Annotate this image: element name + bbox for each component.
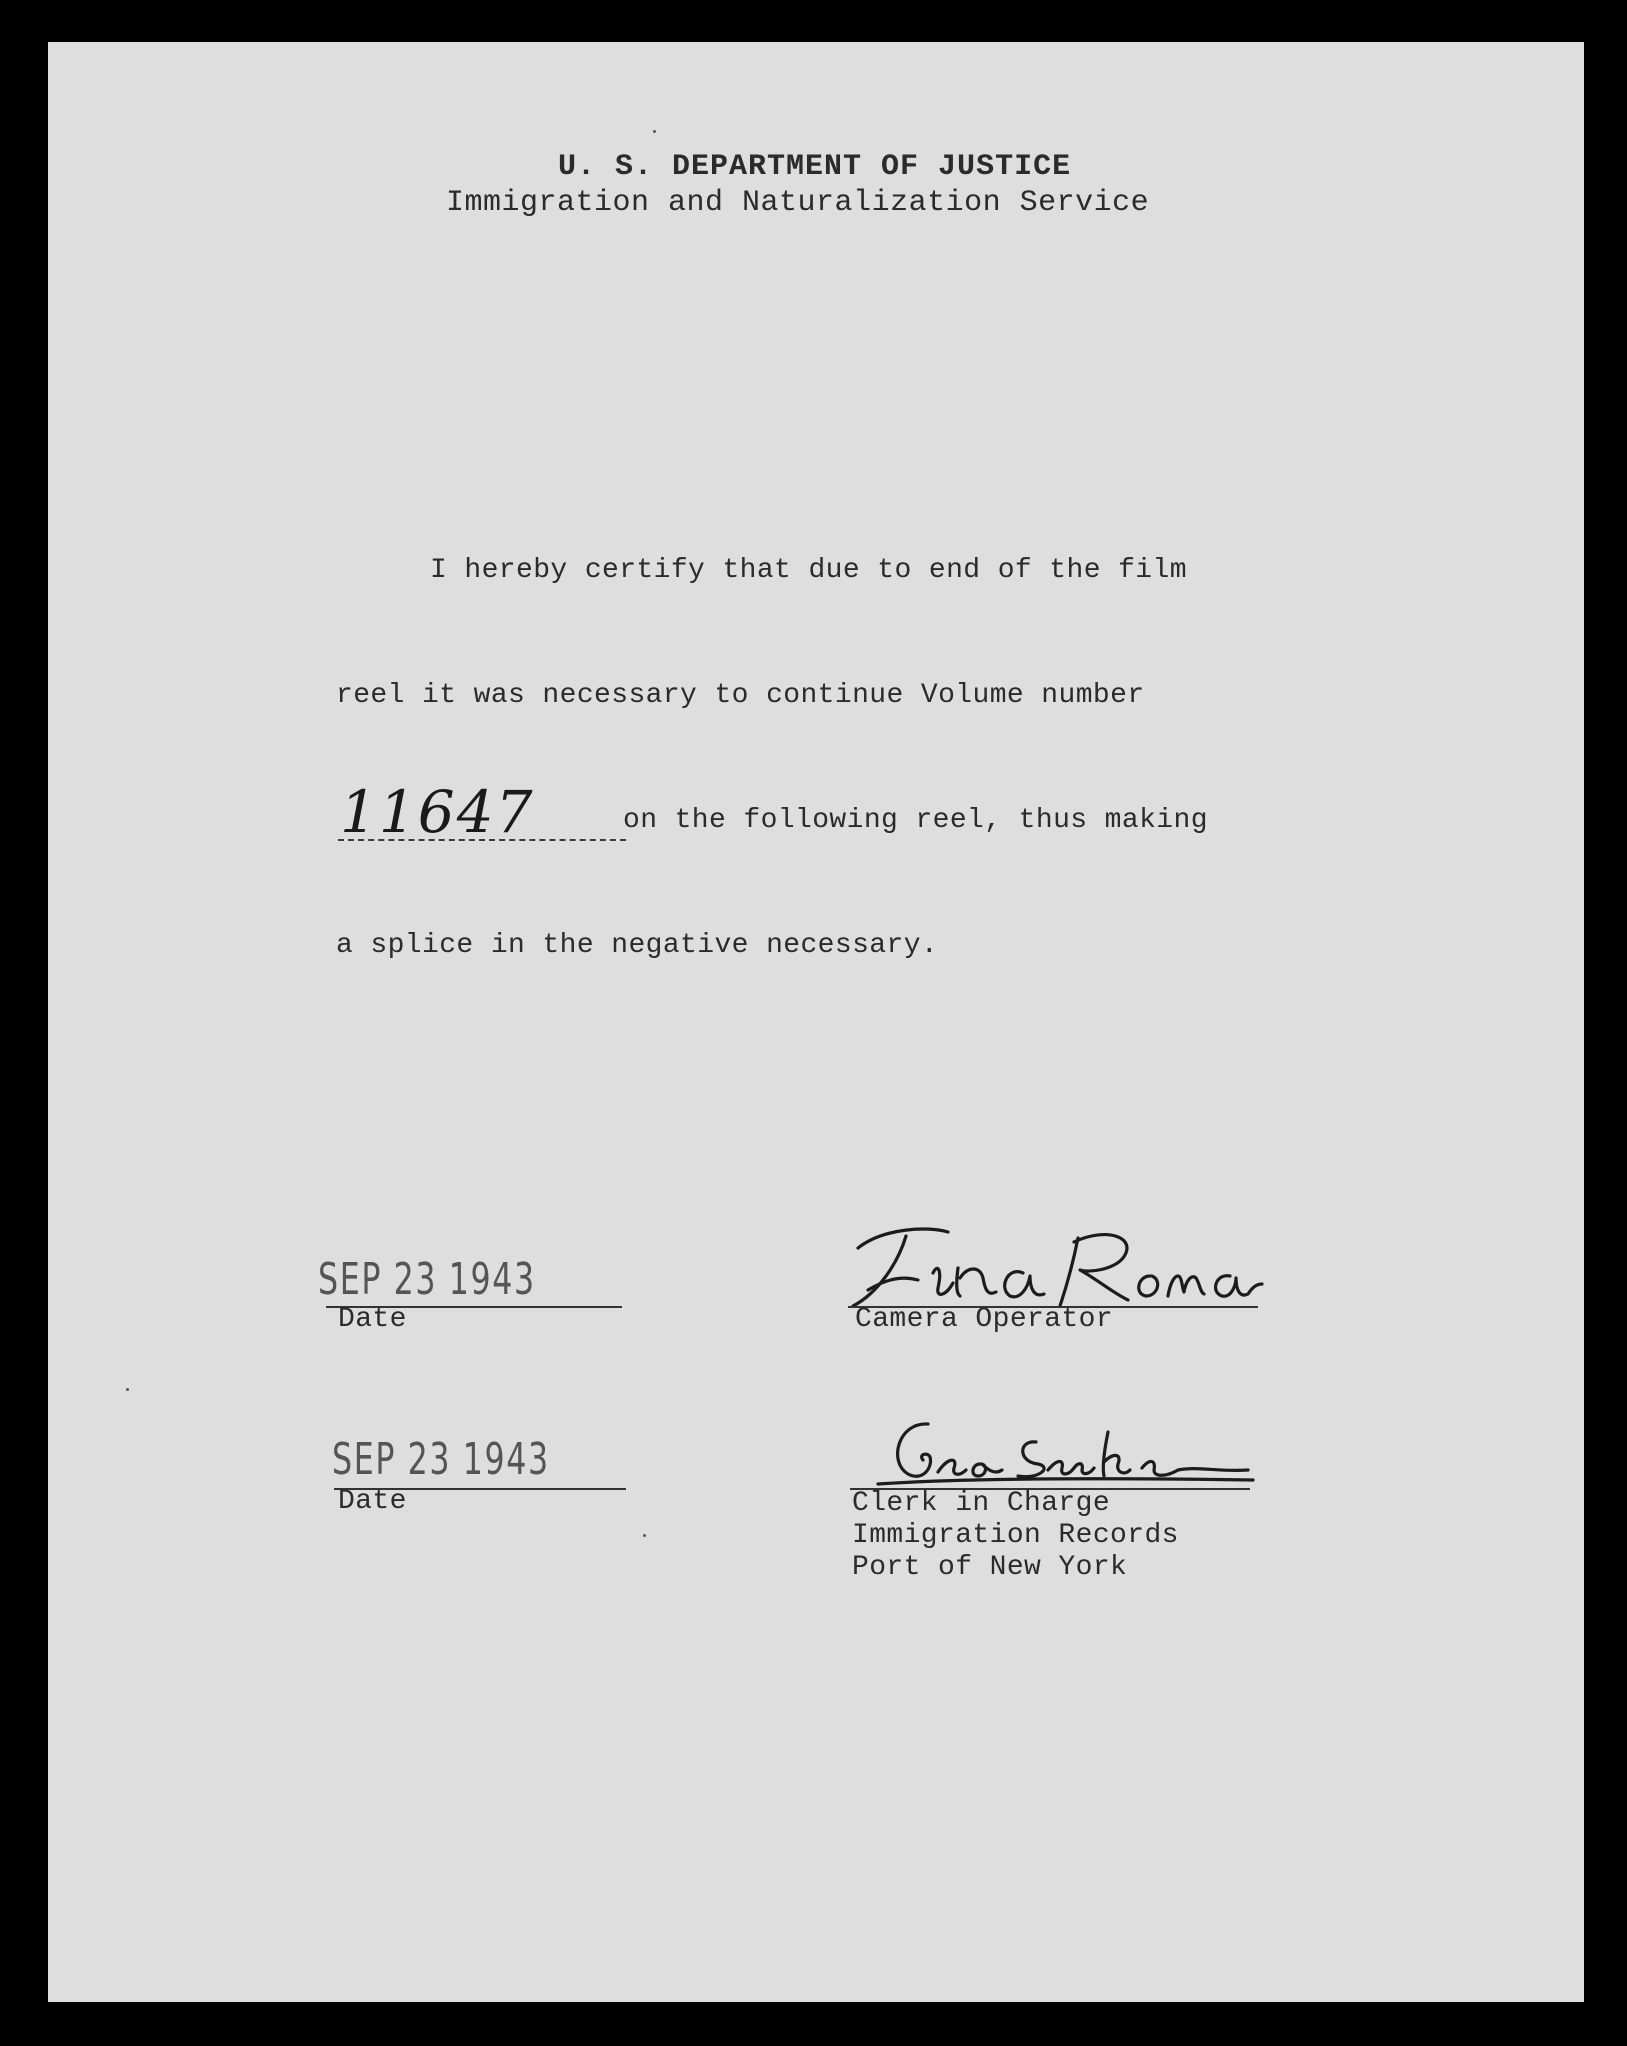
certification-line-1: I hereby certify that due to end of the film xyxy=(430,555,1187,586)
document-page xyxy=(48,42,1584,2002)
date-stamp-1: SEP 23 1943 xyxy=(318,1254,536,1305)
agency-subtitle: Immigration and Naturalization Service xyxy=(446,186,1150,220)
paper-speck xyxy=(653,130,656,133)
certification-line-3: on the following reel, thus making xyxy=(623,805,1208,836)
clerk-signature xyxy=(868,1412,1268,1492)
paper-speck xyxy=(126,1388,129,1391)
volume-number-blank-line xyxy=(338,839,626,841)
date-label-1: Date xyxy=(338,1304,407,1335)
operator-signature xyxy=(838,1218,1268,1310)
agency-title: U. S. DEPARTMENT OF JUSTICE xyxy=(558,150,1072,184)
date-stamp-2: SEP 23 1943 xyxy=(332,1434,550,1485)
certification-line-2: reel it was necessary to continue Volume number xyxy=(336,680,1145,711)
clerk-title-label: Clerk in Charge xyxy=(852,1488,1111,1519)
volume-number-handwritten: 11647 xyxy=(340,778,535,846)
clerk-location-label: Port of New York xyxy=(852,1552,1128,1583)
certification-line-4: a splice in the negative necessary. xyxy=(336,930,939,961)
paper-speck xyxy=(643,1534,646,1537)
clerk-department-label: Immigration Records xyxy=(852,1520,1179,1551)
date-label-2: Date xyxy=(338,1486,407,1517)
camera-operator-label: Camera Operator xyxy=(855,1304,1114,1335)
